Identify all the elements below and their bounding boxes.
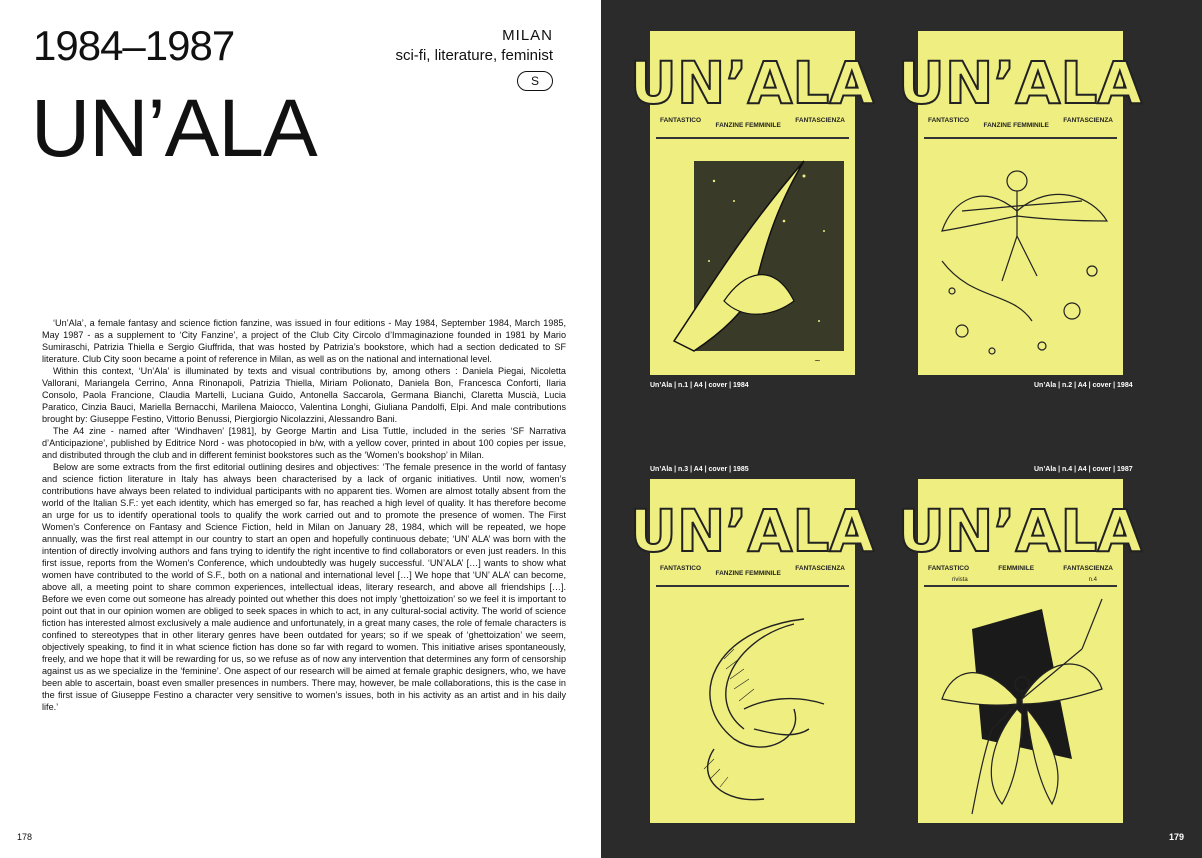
subtitle-left: FANTASTICO: [660, 117, 702, 124]
page-number-left: 178: [17, 832, 33, 842]
cover-issue-4: [897, 479, 1143, 823]
subtitle-middle: FANZINE FEMMINILE: [715, 122, 781, 129]
logo-text: UN’ALA: [897, 49, 1143, 117]
subtitle-middle: FEMMINILE: [998, 565, 1035, 572]
cover-issue-2: [897, 31, 1143, 375]
cover-illustration: [922, 589, 1119, 819]
paragraph: ‘Un’Ala’, a female fantasy and science fiction fanzine, was issued in four editions - May 1984, September 1984, March 1985, May 1987 - as a supplement to ‘City Fanzine’, a project of the Club City Circolo d’Immaginazione founded in 1981 by Mario Sumiraschi, Patrizia Thiella e Sergio Giuffrida, that was hosted by Patrizia’s bookstore, which had a section dedicated to SF literature. Club City soon became a point of reference in Milan, as well as on the national and international level.: [42, 318, 566, 364]
issue-label: rivista: [952, 577, 968, 583]
issue-number: n.4: [1088, 577, 1097, 583]
unala-logo: [629, 45, 875, 117]
unala-logo: [897, 45, 1143, 117]
cover-illustration: [654, 589, 851, 819]
subtitle-right: FANTASCIENZA: [795, 565, 845, 572]
cover-caption: Un’Ala | n.3 | A4 | cover | 1985: [650, 466, 749, 473]
category-badge: S: [517, 71, 553, 91]
subtitle-right: FANTASCIENZA: [795, 117, 845, 124]
years-heading: 1984–1987: [33, 22, 235, 69]
meta-block: [395, 26, 553, 91]
cover-divider: [656, 585, 849, 587]
subtitle-left: FANTASTICO: [928, 117, 970, 124]
cover-divider: [924, 585, 1117, 587]
logo-text: UN’ALA: [629, 497, 875, 565]
cover-caption: Un’Ala | n.2 | A4 | cover | 1984: [1034, 382, 1133, 389]
unala-logo: [897, 493, 1143, 565]
unala-logo: [629, 493, 875, 565]
cover-divider: [924, 137, 1117, 139]
cover-subtitle: [928, 117, 1113, 129]
subtitle-right: FANTASCIENZA: [1063, 565, 1113, 572]
city-label: MILAN: [502, 27, 553, 44]
tags-label: sci-fi, literature, feminist: [395, 47, 553, 64]
subtitle-left: FANTASTICO: [660, 565, 702, 572]
paragraph: Below are some extracts from the first editorial outlining desires and objectives: ‘The female presence in the world of fantasy and science fiction literature in Italy has always been characterised by a lack of organic initiatives. Until now, women’s contributions have always been related to individual participants with no apparent ties. Women are almost totally absent from the world of the Italian S.F.: yet each identity, which has emerged so far, has reached a high level of quality. It has therefore become an urge for us to identify operational tools to qualify the work carried out and to promote the presence of women. The First Women’s Conference on Fantasy and Science Fiction, held in Milan on January 28, 1984, which will be repeated, we hope annually, was the first real attempt in our country to start an open and hopefully continuous debate; ‘UN’ ALA’ was born with the intention of directly involving authors and fans trying to identify the right incentive to find collaborators or even just readers. In this first issue, reports from the Women’s Conference, which undoubtedly was hugely successful. ‘UN’ALA’ […] wants to show what women have contributed to the world of S.F., both on a national and international level […] We hope that ‘UN’ ALA’ can become, above all, a meeting point to share common experiences, intellectual ideas, literary research, and above all friendships […]. Before we even come out someone has already pointed out whether this does not imply ‘ghettoization’ so we feel it is important to point out that in our opinion women are obliged to seek spaces in which to act, in any cultural-social activity. The world of science fiction has interested almost exclusively a male audience and unfortunately, in a great many cases, the role of female characters is confined to stereotypes that in other literary genres have been outdated for years; so if we speak of ‘ghettoization’ we seem, objectively speaking, to find it in what science fiction has done so far with regard to women. This initiative arises spontaneously, freely, and we hope that it will be rewarding for us, so we refuse as of now any intervention that determines any form of censorship against us as we specialize in the ‘feminine’. One aspect of our research will be aimed at female graphic designers, who, we have been able to ascertain, boast even smaller presences in numbers. There may, however, be male collaborations, this is the case in the first issue of Giuseppe Festino a character very sensitive to women’s issues, both in his activity as an artist and in his daily life.’: [42, 462, 567, 712]
cover-issue-line: [952, 577, 1097, 583]
paragraph: Within this context, ‘Un’Ala’ is illuminated by texts and visual contributions by, among others : Daniela Piegai, Nicoletta Vallorani, Mariangela Cerrino, Anna Rinonapoli, Patrizia Thiella, Miriam Polionato, Daniela Bon, Francesca Conforti, Ilaria Consolo, Paola Francione, Claudia Martelli, Luciana Guido, Antonella Saccarola, Germana Bianchi, Claretta Muscià, Lucia Paratico, Cinzia Bauci, Mariella Bernacchi, Marilena Maiocco, Valentina Longhi, Giuliana Pandolfi, Elpi. And male contributions brought by: Giuseppe Festino, Vittorio Benussi, Piergiorgio Nicolazzini, Alessandro Bani.: [42, 366, 566, 424]
paragraph: The A4 zine - named after ‘Windhaven’ [1981], by George Martin and Lisa Tuttle, included in the series ‘SF Narrativa d’Anticipazione’, published by Editrice Nord - was photocopied in b/w, with a yellow cover, printed in about 100 copies per issue, and distributed through the club and in different feminist bookstores such as the ‘Women’s bookshop’ in Milan.: [42, 426, 566, 460]
svg-text:~: ~: [814, 356, 821, 365]
cover-illustration: [654, 141, 851, 371]
cover-divider: [656, 137, 849, 139]
subtitle-right: FANTASCIENZA: [1063, 117, 1113, 124]
cover-issue-1: [629, 31, 875, 375]
cover-issue-3: [629, 479, 875, 823]
cover-caption: Un’Ala | n.1 | A4 | cover | 1984: [650, 382, 749, 389]
cover-subtitle: [928, 565, 1113, 572]
cover-illustration: [922, 141, 1119, 371]
subtitle-left: FANTASTICO: [928, 565, 970, 572]
subtitle-middle: FANZINE FEMMINILE: [983, 122, 1049, 129]
cover-subtitle: [660, 117, 845, 129]
page-number-right: 179: [1168, 832, 1184, 842]
cover-caption: Un’Ala | n.4 | A4 | cover | 1987: [1034, 466, 1133, 473]
logo-text: UN’ALA: [897, 497, 1143, 565]
cover-subtitle: [660, 565, 845, 577]
page-title: UN’ALA: [31, 83, 317, 174]
article-body: [42, 317, 566, 713]
subtitle-middle: FANZINE FEMMINILE: [715, 570, 781, 577]
logo-text: UN’ALA: [629, 49, 875, 117]
